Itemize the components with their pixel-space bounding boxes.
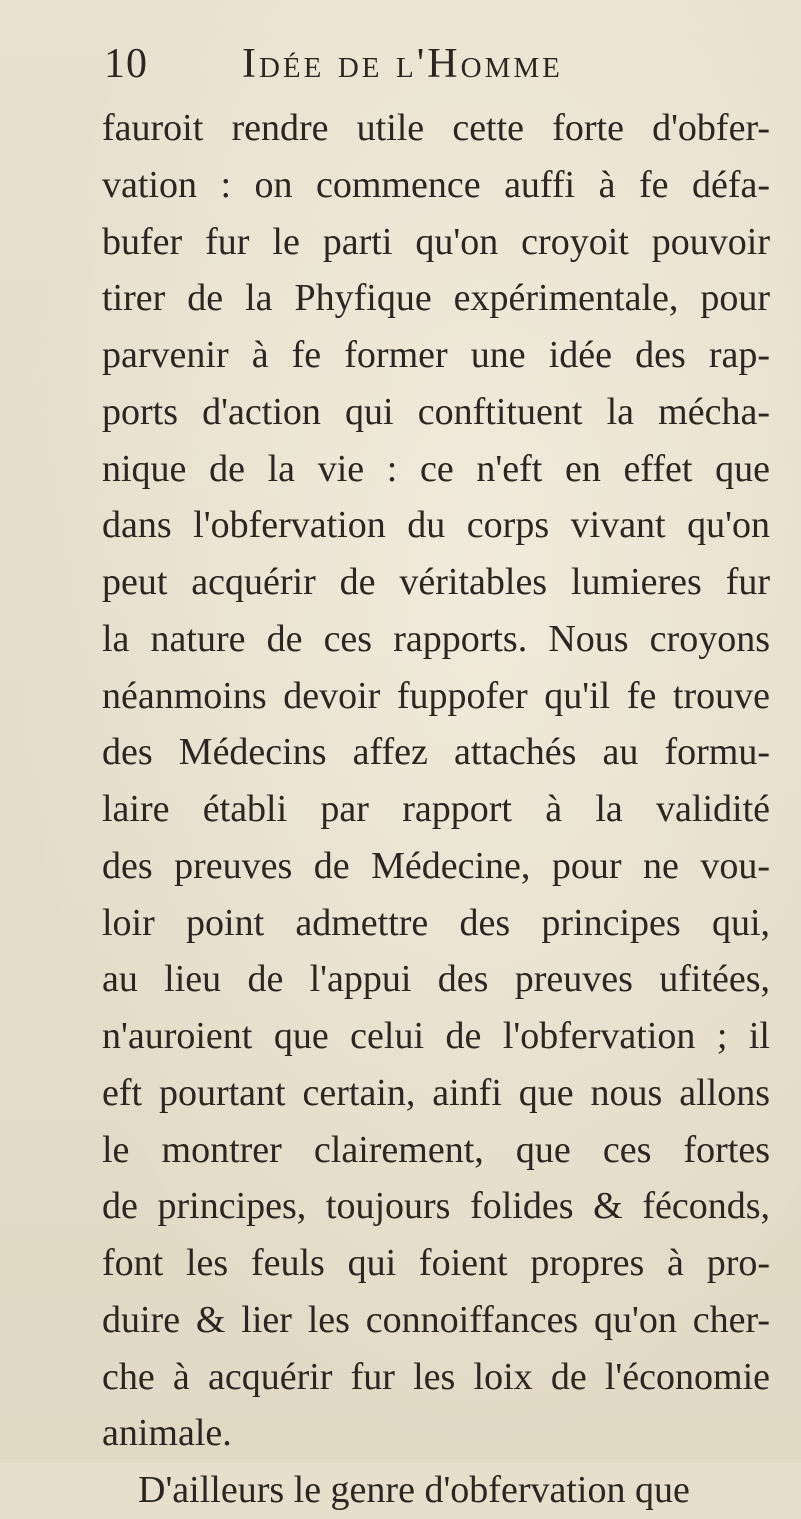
page-header: [104, 40, 724, 100]
text-line: des preuves de Médecine, pour ne vou-: [102, 844, 770, 887]
text-line: peut acquérir de véritables lumieres fur: [102, 561, 770, 603]
text-line: laire établi par rapport à la validité: [102, 788, 770, 830]
text-line: de principes, toujours folides & féconds,: [102, 1185, 770, 1228]
running-head: Idée de l'Homme: [242, 41, 563, 87]
text-line: loir point admettre des principes qui,: [102, 901, 770, 944]
text-line: duire & lier les connoiffances qu'on cher-: [102, 1298, 770, 1341]
text-line: bufer fur le parti qu'on croyoit pouvoir: [102, 220, 770, 263]
paragraph-end-line: animale.: [102, 1412, 232, 1455]
text-line: tirer de la Phyfique expérimentale, pour: [102, 277, 770, 320]
text-line: la nature de ces rapports. Nous croyons: [102, 617, 770, 660]
body-text: [102, 100, 770, 1519]
text-line: vation : on commence auffi à fe défa-: [102, 163, 770, 206]
text-line: dans l'obfervation du corps vivant qu'on: [102, 504, 770, 547]
text-line: néanmoins devoir fuppofer qu'il fe trouve: [102, 674, 770, 717]
paragraph-start-line: D'ailleurs le genre d'obfervation que: [138, 1469, 690, 1511]
text-line: au lieu de l'appui des preuves ufitées,: [102, 958, 770, 1001]
text-line: n'auroient que celui de l'obfervation ; il: [102, 1015, 770, 1057]
text-line: nique de la vie : ce n'eft en effet que: [102, 447, 770, 490]
page-number: 10: [104, 41, 148, 87]
text-line: des Médecins affez attachés au formu-: [102, 731, 770, 774]
text-line: le montrer clairement, que ces fortes: [102, 1128, 770, 1171]
text-line: font les feuls qui foient propres à pro-: [102, 1242, 770, 1284]
text-line: parvenir à fe former une idée des rap-: [102, 334, 770, 376]
text-line: che à acquérir fur les loix de l'économie: [102, 1355, 770, 1398]
text-line: ports d'action qui conftituent la mécha-: [102, 390, 770, 433]
text-line: eft pourtant certain, ainfi que nous allons: [102, 1071, 770, 1114]
text-line: fauroit rendre utile cette forte d'obfer-: [102, 107, 770, 149]
